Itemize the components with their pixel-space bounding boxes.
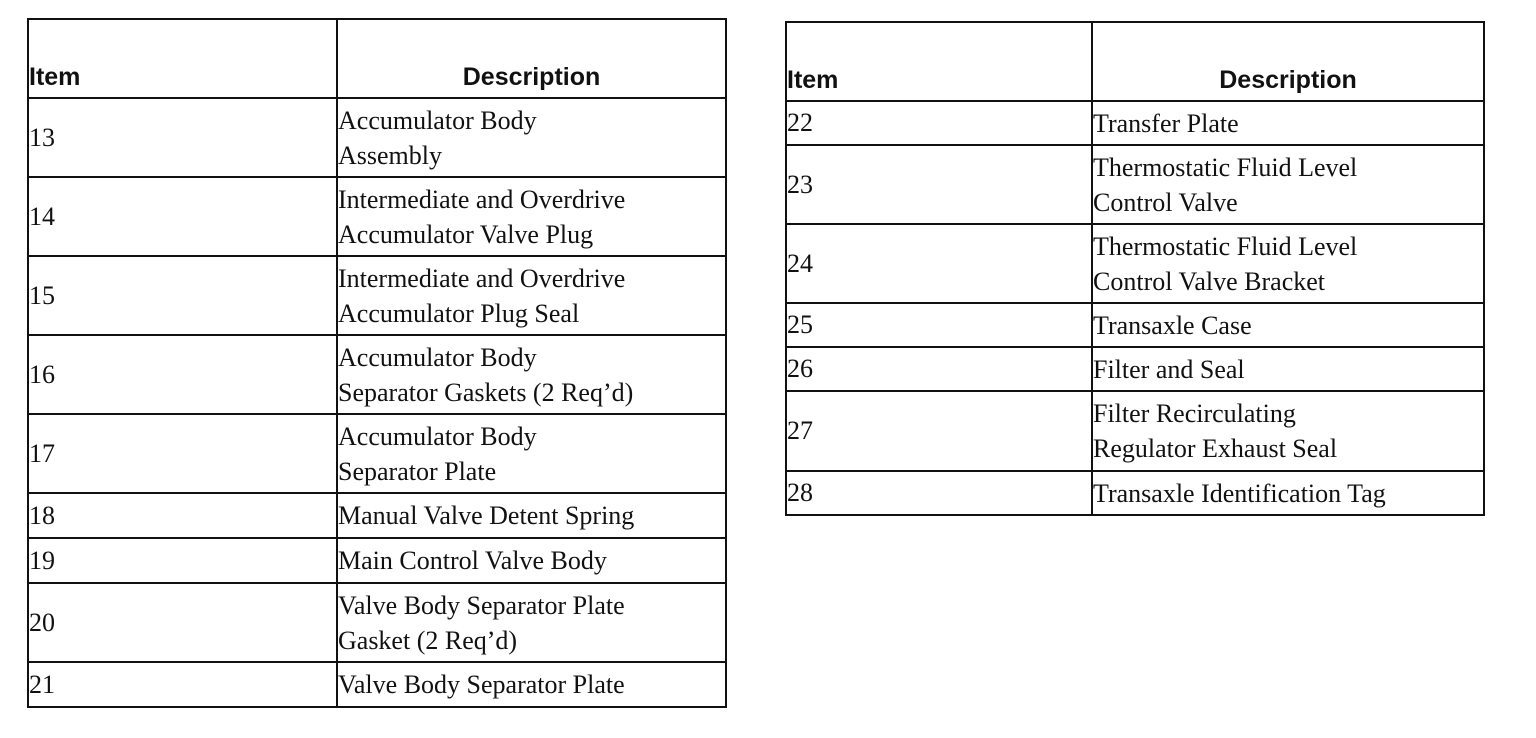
table-row — [28, 493, 726, 538]
item-number: 13 — [28, 98, 337, 177]
item-number: 14 — [28, 177, 337, 256]
table-row — [786, 303, 1484, 347]
parts-table-right — [785, 21, 1485, 516]
table-row — [786, 347, 1484, 391]
description-column-header: Description — [337, 19, 726, 98]
table-header-row — [28, 19, 726, 98]
item-number: 15 — [28, 256, 337, 335]
item-number: 25 — [786, 303, 1092, 347]
item-column-header: Item — [28, 19, 337, 98]
item-description: Accumulator Body Separator Plate — [337, 414, 726, 493]
item-number: 20 — [28, 583, 337, 662]
table-row — [28, 538, 726, 583]
item-column-header: Item — [786, 22, 1092, 101]
table-row — [786, 471, 1484, 515]
table-row — [28, 98, 726, 177]
table-row — [28, 414, 726, 493]
item-number: 16 — [28, 335, 337, 414]
item-description: Accumulator Body Separator Gaskets (2 Req’d) — [337, 335, 726, 414]
item-number: 23 — [786, 145, 1092, 224]
item-description: Manual Valve Detent Spring — [337, 493, 726, 538]
item-description: Filter and Seal — [1092, 347, 1484, 391]
item-description: Transaxle Case — [1092, 303, 1484, 347]
item-number: 28 — [786, 471, 1092, 515]
item-number: 27 — [786, 391, 1092, 471]
table-row — [28, 662, 726, 707]
item-description: Intermediate and Overdrive Accumulator Plug Seal — [337, 256, 726, 335]
description-column-header: Description — [1092, 22, 1484, 101]
item-description: Transaxle Identification Tag — [1092, 471, 1484, 515]
table-row — [28, 335, 726, 414]
table-row — [786, 145, 1484, 224]
table-row — [786, 391, 1484, 471]
item-number: 17 — [28, 414, 337, 493]
item-description: Valve Body Separator Plate — [337, 662, 726, 707]
item-description: Intermediate and Overdrive Accumulator Valve Plug — [337, 177, 726, 256]
item-description: Main Control Valve Body — [337, 538, 726, 583]
item-number: 26 — [786, 347, 1092, 391]
item-description: Valve Body Separator Plate Gasket (2 Req’d) — [337, 583, 726, 662]
table-row — [28, 256, 726, 335]
table-row — [786, 101, 1484, 145]
item-description: Accumulator Body Assembly — [337, 98, 726, 177]
item-description: Thermostatic Fluid Level Control Valve Bracket — [1092, 224, 1484, 303]
item-number: 22 — [786, 101, 1092, 145]
item-description: Transfer Plate — [1092, 101, 1484, 145]
item-number: 18 — [28, 493, 337, 538]
table-row — [28, 177, 726, 256]
table-header-row — [786, 22, 1484, 101]
item-number: 24 — [786, 224, 1092, 303]
item-number: 19 — [28, 538, 337, 583]
item-description: Filter Recirculating Regulator Exhaust Seal — [1092, 391, 1484, 471]
item-description: Thermostatic Fluid Level Control Valve — [1092, 145, 1484, 224]
item-number: 21 — [28, 662, 337, 707]
parts-table-left — [27, 18, 727, 708]
table-row — [28, 583, 726, 662]
table-row — [786, 224, 1484, 303]
